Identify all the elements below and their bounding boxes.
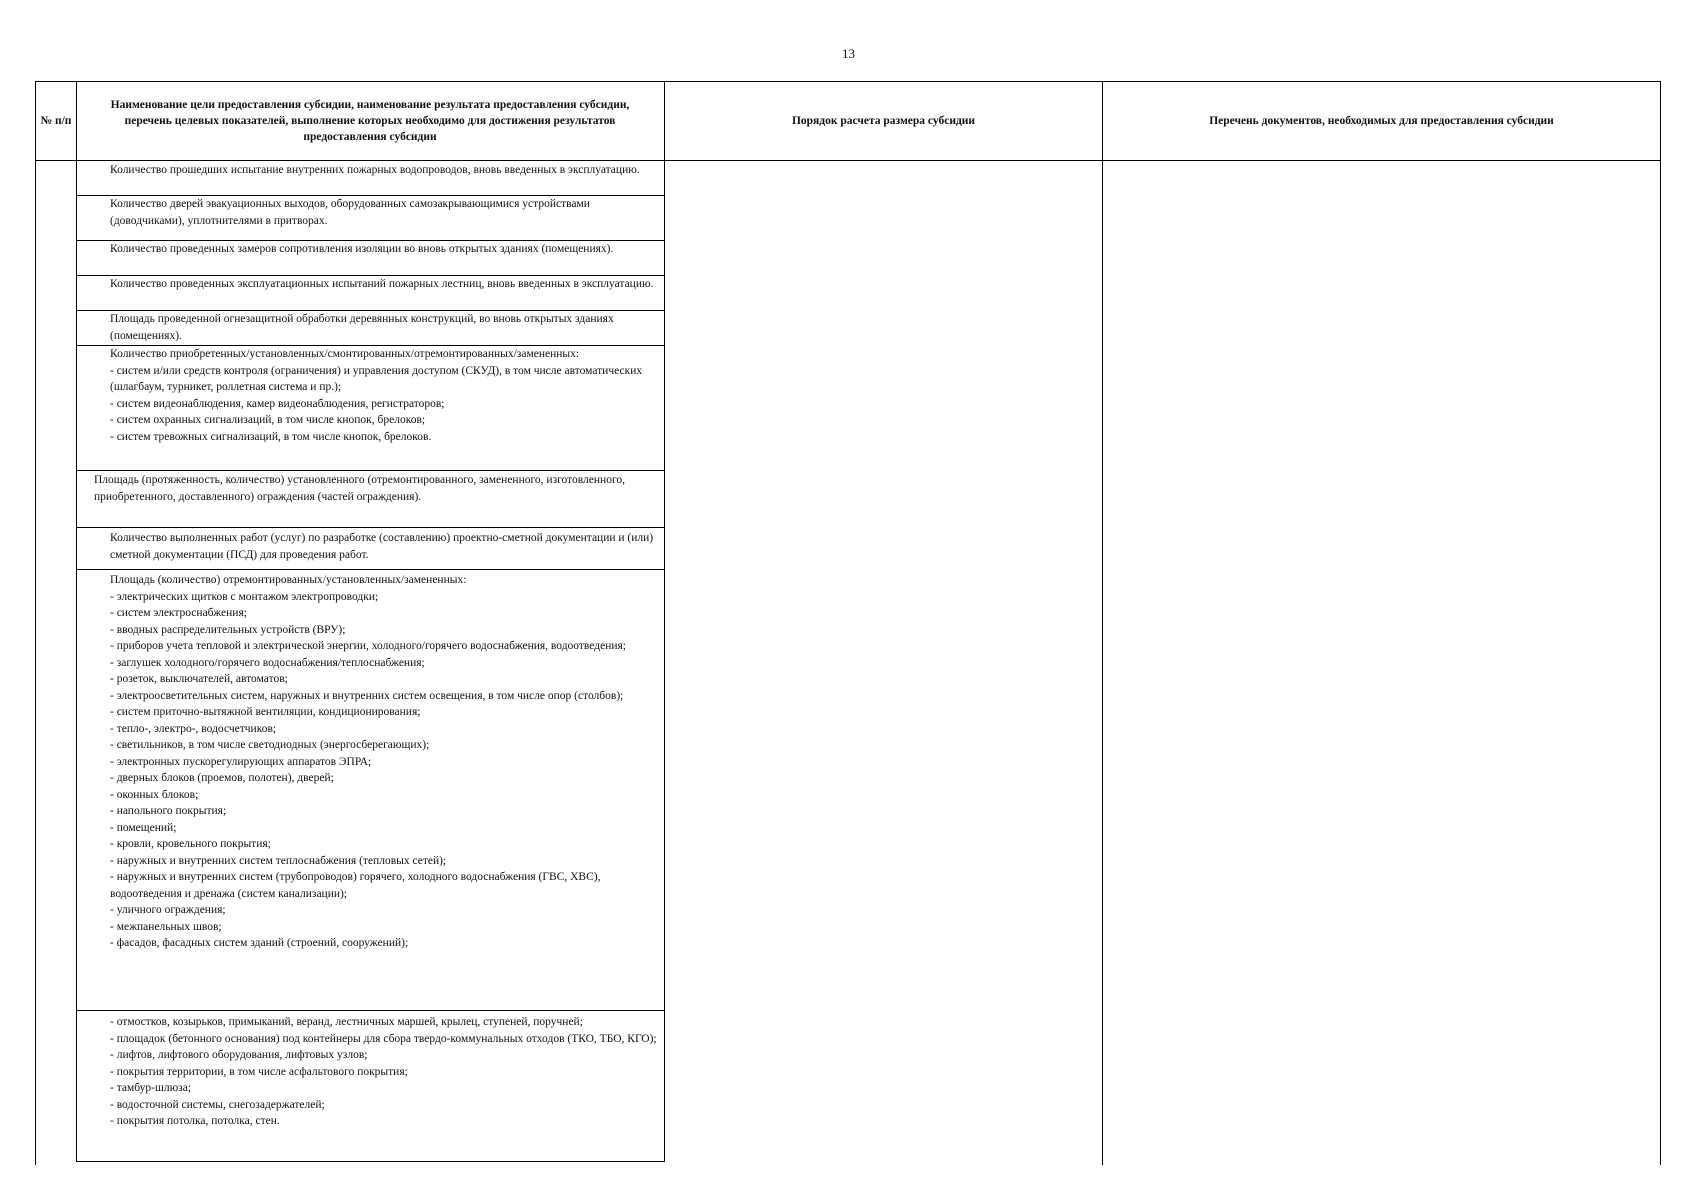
table-row: Количество проведенных эксплуатационных испытаний пожарных лестниц, вновь введенных в эксплуатацию. bbox=[110, 278, 654, 290]
table-row: Площадь проведенной огнезащитной обработки деревянных конструкций, во вновь открытых зданиях (помещениях). bbox=[110, 313, 614, 342]
table-row: Количество прошедших испытание внутренних пожарных водопроводов, вновь введенных в эксплуатацию. bbox=[110, 164, 640, 176]
header-calc: Порядок расчета размера субсидии bbox=[791, 115, 976, 127]
goal-column-bottom bbox=[76, 1161, 665, 1162]
table-row: Площадь (количество) отремонтированных/установленных/замененных: - электрических щитков с монтажом электропроводки; - систем электроснабжения; - вводных распределительных устройств (ВРУ); - приборов учета тепловой и электрической энергии, холодного/горячего водоснабжения, водоотведения; - заглушек холодного/горячего водоснабжения/теплоснабжения; - розеток, выключателей, автоматов; - электроосветительных систем, наружных и внутренних систем освещения, в том числе опор (столбов); - систем приточно-вытяжной вентиляции, кондиционирования; - тепло-, электро-, водосчетчиков; - светильников, в том числе светодиодных (энергосберегающих); - электронных пускорегулирующих аппаратов ЭПРА; - дверных блоков (проемов, полотен), дверей; - оконных блоков; - напольного покрытия; - помещений; - кровли, кровельного покрытия; - наружных и внутренних систем теплоснабжения (тепловых сетей); - наружных и внутренних систем (трубопроводов) горячего, холодного водоснабжения (ГВС, ХВС), водоотведения и дренажа (систем канализации); - уличного ограждения; - межпанельных швов; - фасадов, фасадных систем зданий (строений, сооружений); bbox=[110, 574, 626, 949]
header-num: № п/п bbox=[40, 115, 72, 127]
row-separator bbox=[76, 1010, 665, 1011]
table-row: Количество выполненных работ (услуг) по разработке (составлению) проектно-сметной документации и (или) сметной документации (ПСД) для проведения работ. bbox=[110, 532, 654, 561]
row-separator bbox=[76, 470, 665, 471]
table-row: Количество проведенных замеров сопротивления изоляции во вновь открытых зданиях (помещениях). bbox=[110, 243, 614, 255]
header-goal: Наименование цели предоставления субсидии, наименование результата предоставления субсидии, перечень целевых показателей, выполнение которых необходимо для достижения результатов предоставления субсидии bbox=[110, 99, 630, 143]
table-row: Площадь (протяженность, количество) установленного (отремонтированного, замененного, изготовленного, приобретенного, доставленного) ограждения (частей ограждения). bbox=[94, 474, 625, 503]
table-row: Количество приобретенных/установленных/смонтированных/отремонтированных/замененных: - систем и/или средств контроля (ограничения) и управления доступом (СКУД), в том числе автоматических (шлагбаум, турникет, роллетная система и пр.); - систем видеонаблюдения, камер видеонаблюдения, регистраторов; - систем охранных сигнализаций, в том числе кнопок, брелоков; - систем тревожных сигнализаций, в том числе кнопок, брелоков. bbox=[110, 348, 643, 443]
row-separator bbox=[76, 527, 665, 528]
table-row: Количество дверей эвакуационных выходов, оборудованных самозакрывающимися устройствами (доводчиками), уплотнителями в притворах. bbox=[110, 198, 590, 227]
col-border-left bbox=[35, 81, 36, 1165]
col-border-calc bbox=[1102, 81, 1103, 1165]
header-docs: Перечень документов, необходимых для предоставления субсидии bbox=[1209, 115, 1554, 127]
table-row: - отмостков, козырьков, примыканий, веранд, лестничных маршей, крылец, ступеней, поручней; - площадок (бетонного основания) под контейнеры для сбора твердо-коммунальных отходов (ТКО, ТБО, КГО); - лифтов, лифтового оборудования, лифтовых узлов; - покрытия территории, в том числе асфальтового покрытия; - тамбур-шлюза; - водосточной системы, снегозадержателей; - покрытия потолка, потолка, стен. bbox=[110, 1016, 657, 1127]
col-border-right bbox=[1660, 81, 1661, 1165]
col-border-num bbox=[76, 81, 77, 1162]
col-border-goal bbox=[664, 81, 665, 1162]
row-separator bbox=[76, 569, 665, 570]
page-number: 13 bbox=[842, 46, 855, 61]
header-bottom-border bbox=[35, 160, 1661, 161]
